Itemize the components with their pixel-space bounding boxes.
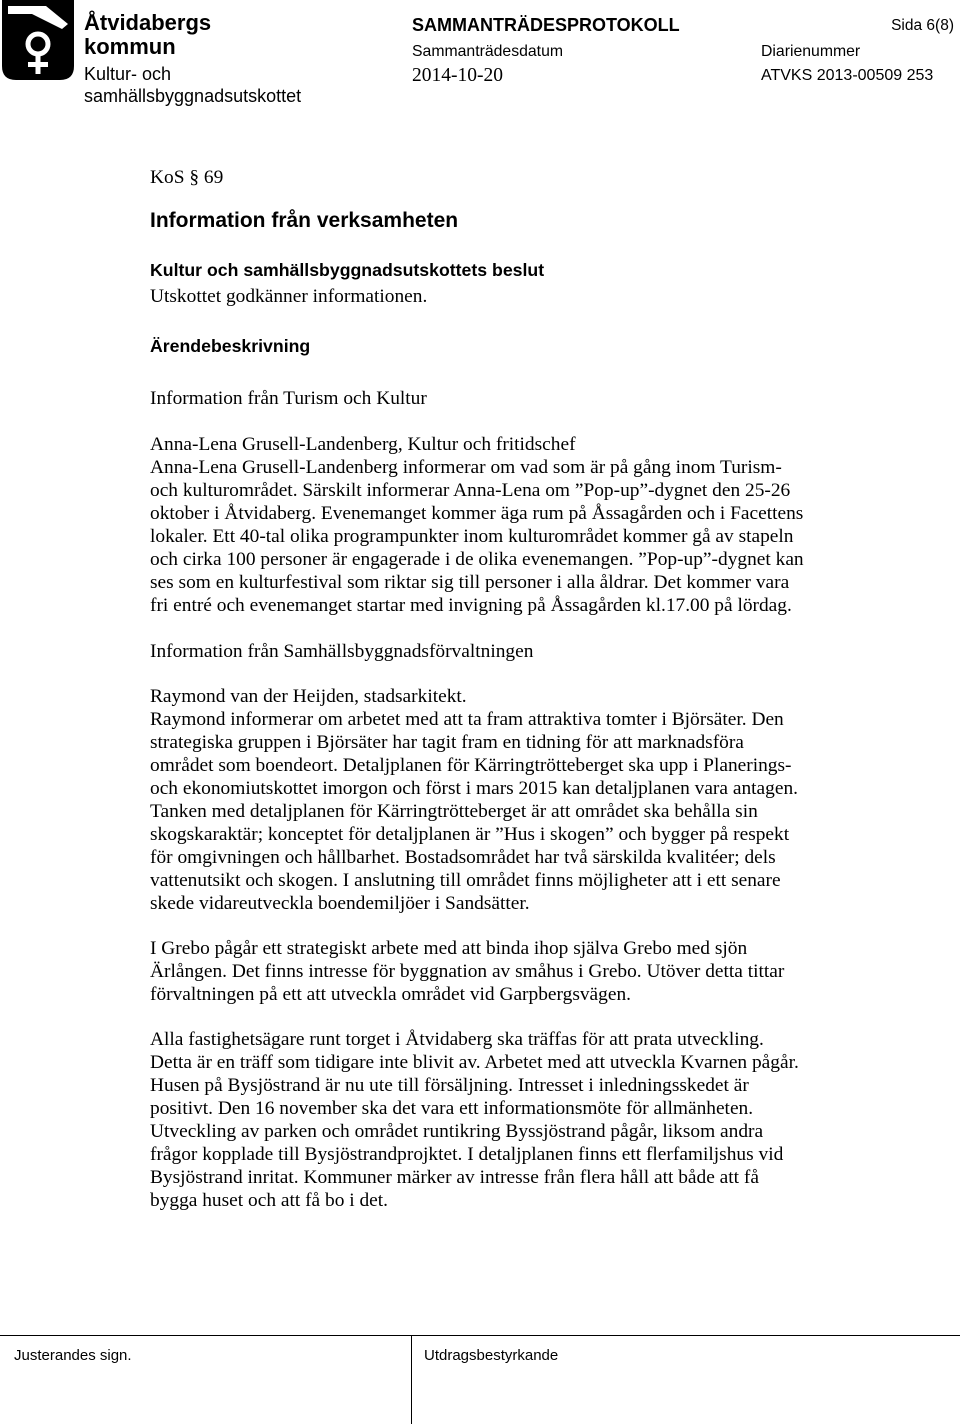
paragraph-line: Tanken med detaljplanen för Kärringtrötteberget är att området ska behålla sin xyxy=(150,801,758,822)
paragraph-line: lokaler. Ett 40-tal olika programpunkter inom kulturområdet kommer gå av stapeln xyxy=(150,526,794,547)
paragraph-line: bygga huset och att få bo i det. xyxy=(150,1190,389,1211)
adjusters-signature-label: Justerandes sign. xyxy=(14,1347,132,1364)
paragraph-line: fri entré och evenemanget startar med invigning på Åssagården kl.17.00 på lördag. xyxy=(150,595,792,616)
turism-heading: Information från Turism och Kultur xyxy=(150,388,427,409)
paragraph-line: positivt. Den 16 november ska det vara ett informationsmöte för allmänheten. xyxy=(150,1098,754,1119)
paragraph-line: Bysjöstrand inritat. Kommuner märker av intresse från flera håll att både att få xyxy=(150,1167,759,1188)
paragraph-line: oktober i Åtvidaberg. Evenemanget kommer äga rum på Åssagården och i Facettens xyxy=(150,503,804,524)
paragraph-line: Raymond van der Heijden, stadsarkitekt. xyxy=(150,686,467,707)
diary-number-label: Diarienummer xyxy=(761,43,861,60)
page-number: Sida 6(8) xyxy=(891,17,954,34)
paragraph-line: och kulturområdet. Särskilt informerar Anna-Lena om ”Pop-up”-dygnet den 25-26 xyxy=(150,480,791,501)
samhall-heading: Information från Samhällsbyggnadsförvaltningen xyxy=(150,641,534,662)
signature-box-divider xyxy=(411,1335,412,1424)
paragraph-line: I Grebo pågår ett strategiskt arbete med att binda ihop själva Grebo med sjön xyxy=(150,938,748,959)
paragraph-line: Anna-Lena Grusell-Landenberg, Kultur och fritidschef xyxy=(150,434,576,455)
paragraph-line: och cirka 100 personer är engagerade i de olika evenemangen. ”Pop-up”-dygnet kan xyxy=(150,549,804,570)
document-type: SAMMANTRÄDESPROTOKOLL xyxy=(412,15,680,35)
org-name-line1: Åtvidabergs xyxy=(84,10,212,35)
paragraph-line: frågor kopplade till Bysjöstrandprojktet. I detaljplanen finns ett flerfamiljshus vid xyxy=(150,1144,784,1165)
section-number: KoS § 69 xyxy=(150,167,224,188)
org-name-line2: kommun xyxy=(84,34,176,59)
paragraph-line: Utveckling av parken och området runtikring Byssjöstrand pågår, liksom andra xyxy=(150,1121,764,1142)
section-title: Information från verksamheten xyxy=(150,209,459,232)
turism-paragraph xyxy=(150,433,804,617)
municipality-logo xyxy=(2,0,74,80)
paragraph-line: vattenutsikt och skogen. I anslutning till området finns möjligheter att i ett senare xyxy=(150,870,781,891)
paragraph-line: skogskaraktär; konceptet för detaljplanen är ”Hus i skogen” och bygger på respekt xyxy=(150,824,790,845)
paragraph-line: förvaltningen på ett att utveckla området vid Garpbergsvägen. xyxy=(150,984,632,1005)
meeting-date-label: Sammanträdesdatum xyxy=(412,43,564,60)
paragraph-line: skede vidareutveckla boendemiljöer i Sandsätter. xyxy=(150,893,530,914)
bjorsater-paragraph xyxy=(150,685,798,915)
paragraph-line: Raymond informerar om arbetet med att ta fram attraktiva tomter i Björsäter. Den xyxy=(150,709,784,730)
paragraph-line: ses som en kulturfestival som riktar sig till personer i alla åldrar. Det kommer vara xyxy=(150,572,790,593)
paragraph-line: Ärlången. Det finns intresse för byggnation av småhus i Grebo. Utöver detta tittar xyxy=(150,961,785,982)
paragraph-line: för omgivningen och hållbarhet. Bostadsområdet har två särskilda kvalitéer; dels xyxy=(150,847,776,868)
paragraph-line: området som boendeort. Detaljplanen för Kärringtrötteberget ska upp i Planerings- xyxy=(150,755,792,776)
paragraph-line: Anna-Lena Grusell-Landenberg informerar om vad som är på gång inom Turism- xyxy=(150,457,782,478)
diary-number-value: ATVKS 2013-00509 253 xyxy=(761,67,934,84)
department-line1: Kultur- och xyxy=(84,64,172,84)
description-heading: Ärendebeskrivning xyxy=(150,336,311,356)
paragraph-line: Husen på Bysjöstrand är nu ute till försäljning. Intresset i inledningsskedet är xyxy=(150,1075,749,1096)
grebo-paragraph xyxy=(150,937,784,1006)
paragraph-line: strategiska gruppen i Björsäter har tagit fram en tidning för att marknadsföra xyxy=(150,732,744,753)
paragraph-line: Detta är en träff som tidigare inte blivit av. Arbetet med att utveckla Kvarnen pågår. xyxy=(150,1052,799,1073)
meeting-date-value: 2014-10-20 xyxy=(412,65,503,86)
paragraph-line: Alla fastighetsägare runt torget i Åtvidaberg ska träffas för att prata utveckling. xyxy=(150,1029,764,1050)
decision-heading: Kultur och samhällsbyggnadsutskottets beslut xyxy=(150,260,545,280)
paragraph-line: och ekonomiutskottet imorgon och först i mars 2015 kan detaljplanen vara antagen. xyxy=(150,778,798,799)
torget-paragraph xyxy=(150,1028,799,1212)
extract-certification-label: Utdragsbestyrkande xyxy=(424,1347,559,1364)
department-line2: samhällsbyggnadsutskottet xyxy=(84,86,302,106)
decision-text: Utskottet godkänner informationen. xyxy=(150,286,428,307)
